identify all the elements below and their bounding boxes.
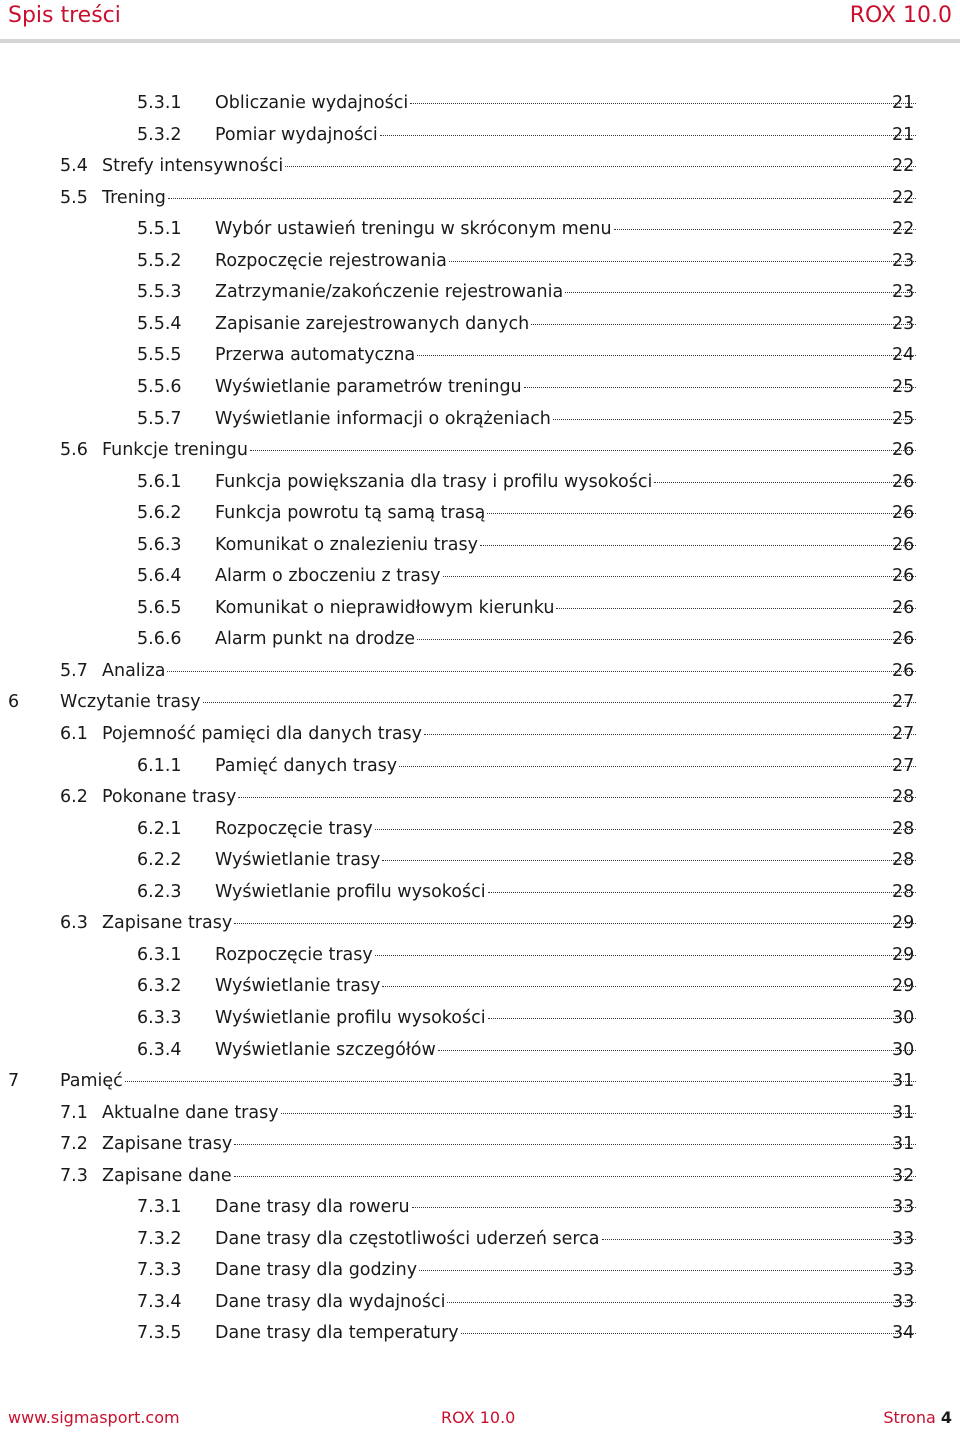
toc-dot-leader [234, 923, 916, 924]
toc-entry[interactable] [0, 624, 960, 655]
toc-dot-leader [488, 892, 916, 893]
toc-entry-number: 5.6.3 [137, 534, 182, 555]
toc-dot-leader [443, 576, 916, 577]
toc-entry-page: 28 [892, 787, 915, 808]
toc-entry-page: 31 [892, 1134, 915, 1155]
toc-entry-title: Pamięć [60, 1071, 123, 1092]
toc-entry-title: Alarm o zboczeniu z trasy [215, 566, 441, 587]
toc-dot-leader [380, 135, 916, 136]
toc-entry-page: 29 [892, 913, 915, 934]
toc-entry-page: 33 [892, 1197, 915, 1218]
toc-entry-page: 23 [892, 313, 915, 334]
toc-entry-number: 7.3.5 [137, 1323, 182, 1344]
toc-entry-page: 27 [892, 692, 915, 713]
footer-page-number [883, 1408, 952, 1427]
toc-entry-page: 25 [892, 376, 915, 397]
toc-entry[interactable] [0, 151, 960, 182]
toc-dot-leader [382, 860, 916, 861]
footer-product-name: ROX 10.0 [441, 1408, 516, 1427]
toc-entry-title: Analiza [102, 660, 166, 681]
toc-entry-title: Pojemność pamięci dla danych trasy [102, 724, 423, 744]
toc-entry-title: Rozpoczęcie trasy [215, 818, 373, 839]
toc-entry[interactable] [0, 246, 960, 277]
toc-entry-title: Trening [102, 187, 166, 208]
toc-entry-number: 7 [8, 1071, 20, 1092]
toc-entry-title: Funkcje treningu [102, 440, 248, 461]
toc-entry-page: 33 [892, 1260, 915, 1281]
toc-entry-number: 6.2.1 [137, 818, 182, 839]
toc-dot-leader [281, 1113, 916, 1114]
toc-entry-line [215, 624, 918, 655]
toc-dot-leader [553, 419, 916, 420]
toc-entry-number: 7.1 [60, 1102, 88, 1123]
toc-entry-line [215, 404, 918, 435]
toc-dot-leader [480, 545, 916, 546]
toc-entry-line [102, 908, 918, 939]
toc-entry-page: 28 [892, 850, 915, 871]
toc-entry-page: 34 [892, 1323, 915, 1344]
toc-entry-page: 26 [892, 440, 915, 461]
toc-entry-number: 7.3.1 [137, 1197, 182, 1218]
toc-entry-number: 6.3.2 [137, 976, 182, 997]
toc-entry-number: 6.1 [60, 724, 88, 744]
toc-entry-line [215, 877, 918, 908]
toc-entry-title: Pokonane trasy [102, 787, 237, 808]
toc-entry-page: 25 [892, 408, 915, 429]
toc-entry-number: 7.3 [60, 1165, 88, 1186]
toc-entry[interactable] [0, 214, 960, 245]
toc-entry-title: Komunikat o znalezieniu trasy [215, 534, 478, 555]
toc-entry-number: 5.5.4 [137, 313, 182, 334]
toc-dot-leader [167, 671, 916, 672]
toc-entry-title: Wyświetlanie profilu wysokości [215, 881, 486, 902]
toc-entry-title: Zapisane trasy [102, 1134, 233, 1155]
toc-entry-number: 6.1.1 [137, 755, 182, 776]
toc-entry-number: 7.2 [60, 1134, 88, 1155]
toc-entry-line [215, 340, 918, 371]
toc-entry-title: Dane trasy dla godziny [215, 1260, 418, 1281]
toc-entry-page: 26 [892, 534, 915, 555]
toc-entry-number: 5.3.2 [137, 124, 182, 145]
toc-entry-page: 28 [892, 881, 915, 902]
toc-entry-number: 5.7 [60, 660, 88, 681]
toc-dot-leader [565, 292, 916, 293]
toc-entry-number: 6 [8, 692, 20, 713]
toc-entry-page: 24 [892, 345, 915, 366]
toc-entry-page: 33 [892, 1228, 915, 1249]
toc-entry-line [102, 719, 918, 750]
toc-dot-leader [488, 1018, 916, 1019]
toc-entry-line [215, 940, 918, 971]
toc-entry-title: Wyświetlanie informacji o okrążeniach [215, 408, 551, 429]
toc-entry-page: 27 [892, 755, 915, 776]
toc-dot-leader [285, 166, 916, 167]
toc-entry[interactable] [0, 277, 960, 308]
toc-entry[interactable] [0, 1098, 960, 1129]
toc-entry-title: Obliczanie wydajności [215, 93, 409, 113]
header-divider [0, 39, 960, 43]
toc-dot-leader [250, 450, 916, 451]
toc-entry-line [215, 88, 918, 119]
toc-entry-title: Pomiar wydajności [215, 124, 378, 145]
toc-entry-page: 22 [892, 219, 915, 240]
toc-entry-title: Rozpoczęcie trasy [215, 944, 373, 965]
toc-dot-leader [417, 639, 916, 640]
toc-entry-line [215, 372, 918, 403]
toc-entry-line [215, 498, 918, 529]
toc-entry[interactable] [0, 593, 960, 624]
toc-dot-leader [524, 387, 916, 388]
toc-entry-title: Alarm punkt na drodze [215, 629, 415, 650]
toc-entry-number: 6.2.3 [137, 881, 182, 902]
toc-dot-leader [461, 1333, 916, 1334]
footer-page-label: Strona [883, 1408, 936, 1427]
toc-entry-number: 6.3.1 [137, 944, 182, 965]
toc-entry-line [215, 1035, 918, 1066]
toc-entry[interactable] [0, 404, 960, 435]
toc-entry-line [215, 277, 918, 308]
toc-entry-title: Strefy intensywności [102, 156, 284, 177]
toc-entry-line [215, 309, 918, 340]
toc-entry[interactable] [0, 1066, 960, 1097]
toc-entry-number: 5.6 [60, 440, 88, 461]
toc-dot-leader [614, 229, 916, 230]
toc-entry[interactable] [0, 814, 960, 845]
toc-entry-line [215, 467, 918, 498]
toc-entry-page: 22 [892, 156, 915, 177]
toc-dot-leader [375, 829, 916, 830]
toc-entry-number: 6.3.4 [137, 1039, 182, 1060]
toc-dot-leader [438, 1050, 916, 1051]
toc-dot-leader [412, 1207, 916, 1208]
toc-entry-title: Funkcja powrotu tą samą trasą [215, 503, 486, 524]
toc-dot-leader [602, 1239, 916, 1240]
toc-entry-page: 23 [892, 282, 915, 303]
toc-entry-page: 30 [892, 1007, 915, 1028]
toc-entry-line [215, 1255, 918, 1286]
toc-entry-number: 5.3.1 [137, 93, 182, 113]
toc-entry-title: Aktualne dane trasy [102, 1102, 279, 1123]
toc-entry-line [215, 120, 918, 151]
toc-entry-page: 22 [892, 187, 915, 208]
toc-entry[interactable] [0, 435, 960, 466]
toc-entry-number: 6.3 [60, 913, 88, 934]
toc-entry-page: 26 [892, 566, 915, 587]
toc-entry-number: 6.2.2 [137, 850, 182, 871]
toc-entry[interactable] [0, 183, 960, 214]
toc-entry-title: Dane trasy dla częstotliwości uderzeń serca [215, 1228, 600, 1249]
toc-entry-number: 5.6.4 [137, 566, 182, 587]
toc-entry[interactable] [0, 940, 960, 971]
toc-entry[interactable] [0, 88, 960, 119]
toc-entry-title: Zapisane dane [102, 1165, 232, 1186]
toc-dot-leader [447, 1302, 916, 1303]
toc-entry-line [60, 687, 918, 718]
toc-entry-title: Wyświetlanie trasy [215, 976, 381, 997]
toc-entry-page: 21 [892, 93, 915, 113]
toc-entry-title: Dane trasy dla temperatury [215, 1323, 459, 1344]
toc-entry[interactable] [0, 340, 960, 371]
toc-dot-leader [238, 797, 916, 798]
toc-entry-title: Zapisanie zarejestrowanych danych [215, 313, 530, 334]
toc-entry-title: Zapisane trasy [102, 913, 233, 934]
toc-entry-line [215, 1318, 918, 1349]
toc-entry-number: 5.4 [60, 156, 88, 177]
toc-entry-number: 5.6.6 [137, 629, 182, 650]
toc-entry-page: 26 [892, 660, 915, 681]
toc-entry[interactable] [0, 1224, 960, 1255]
toc-dot-leader [125, 1081, 916, 1082]
toc-entry-line [215, 530, 918, 561]
toc-entry-line [215, 1287, 918, 1318]
toc-dot-leader [487, 513, 916, 514]
toc-entry[interactable] [0, 1129, 960, 1160]
toc-entry-page: 26 [892, 597, 915, 618]
toc-entry-title: Dane trasy dla roweru [215, 1197, 410, 1218]
toc-entry-page: 31 [892, 1102, 915, 1123]
toc-entry[interactable] [0, 372, 960, 403]
toc-entry-number: 5.5.5 [137, 345, 182, 366]
toc-entry-line [215, 845, 918, 876]
toc-entry-line [102, 1098, 918, 1129]
toc-entry-title: Wybór ustawień treningu w skróconym menu [215, 219, 612, 240]
toc-entry-title: Zatrzymanie/zakończenie rejestrowania [215, 282, 564, 303]
toc-entry[interactable] [0, 1255, 960, 1286]
toc-dot-leader [375, 955, 916, 956]
toc-entry-number: 5.5.1 [137, 219, 182, 240]
toc-entry-number: 5.5.3 [137, 282, 182, 303]
toc-entry-number: 5.6.1 [137, 471, 182, 492]
toc-entry-page: 26 [892, 629, 915, 650]
toc-entry-line [215, 214, 918, 245]
toc-entry[interactable] [0, 561, 960, 592]
toc-entry-line [215, 1192, 918, 1223]
toc-entry[interactable] [0, 498, 960, 529]
toc-entry[interactable] [0, 877, 960, 908]
toc-dot-leader [382, 986, 916, 987]
toc-entry-line [215, 246, 918, 277]
toc-entry-number: 5.5 [60, 187, 88, 208]
toc-dot-leader [654, 482, 916, 483]
toc-entry[interactable] [0, 971, 960, 1002]
toc-entry-line [102, 151, 918, 182]
toc-entry-line [102, 183, 918, 214]
toc-entry-page: 26 [892, 503, 915, 524]
toc-dot-leader [424, 734, 916, 735]
toc-entry-page: 33 [892, 1291, 915, 1312]
toc-entry[interactable] [0, 782, 960, 813]
toc-entry[interactable] [0, 845, 960, 876]
toc-entry-line [215, 971, 918, 1002]
toc-entry[interactable] [0, 908, 960, 939]
toc-entry-title: Wyświetlanie szczegółów [215, 1039, 436, 1060]
toc-entry-line [102, 1161, 918, 1192]
toc-entry-title: Wczytanie trasy [60, 692, 201, 713]
toc-entry-number: 5.5.2 [137, 250, 182, 271]
toc-entry-line [102, 782, 918, 813]
toc-entry[interactable] [0, 467, 960, 498]
toc-dot-leader [410, 103, 916, 104]
toc-entry[interactable] [0, 1161, 960, 1192]
toc-entry-number: 5.5.6 [137, 376, 182, 397]
toc-entry[interactable] [0, 309, 960, 340]
toc-entry-title: Komunikat o nieprawidłowym kierunku [215, 597, 555, 618]
toc-entry[interactable] [0, 719, 960, 750]
page-footer [0, 1405, 960, 1433]
header-product-name: ROX 10.0 [849, 3, 952, 28]
toc-entry-title: Przerwa automatyczna [215, 345, 416, 366]
toc-entry-line [60, 1066, 918, 1097]
toc-entry-page: 31 [892, 1071, 915, 1092]
toc-dot-leader [449, 261, 916, 262]
toc-entry-line [102, 656, 918, 687]
toc-dot-leader [234, 1144, 916, 1145]
toc-entry-line [215, 1224, 918, 1255]
toc-entry-number: 7.3.4 [137, 1291, 182, 1312]
toc-dot-leader [556, 608, 916, 609]
toc-entry[interactable] [0, 656, 960, 687]
toc-entry-number: 5.6.5 [137, 597, 182, 618]
toc-dot-leader [419, 1270, 916, 1271]
toc-entry-line [215, 1003, 918, 1034]
toc-entry[interactable] [0, 1287, 960, 1318]
toc-entry-page: 21 [892, 124, 915, 145]
toc-dot-leader [168, 198, 916, 199]
toc-entry-line [215, 814, 918, 845]
toc-entry-page: 26 [892, 471, 915, 492]
toc-dot-leader [234, 1176, 916, 1177]
toc-entry[interactable] [0, 1192, 960, 1223]
toc-entry-title: Wyświetlanie profilu wysokości [215, 1007, 486, 1028]
toc-entry-line [102, 1129, 918, 1160]
toc-entry-number: 6.3.3 [137, 1007, 182, 1028]
toc-entry[interactable] [0, 1003, 960, 1034]
toc-entry-page: 30 [892, 1039, 915, 1060]
footer-website-link[interactable]: www.sigmasport.com [8, 1408, 180, 1427]
toc-dot-leader [399, 766, 916, 767]
footer-page-value: 4 [940, 1408, 952, 1427]
toc-entry-page: 32 [892, 1165, 915, 1186]
toc-dot-leader [203, 702, 916, 703]
toc-entry-page: 27 [892, 724, 915, 744]
toc-entry-title: Wyświetlanie trasy [215, 850, 381, 871]
toc-entry-title: Pamięć danych trasy [215, 755, 398, 776]
toc-entry[interactable] [0, 687, 960, 718]
page-title: Spis treści [8, 3, 121, 28]
toc-entry-title: Wyświetlanie parametrów treningu [215, 376, 522, 397]
toc-entry-title: Funkcja powiększania dla trasy i profilu wysokości [215, 471, 653, 492]
toc-entry-page: 29 [892, 976, 915, 997]
toc-dot-leader [531, 324, 916, 325]
toc-entry-number: 7.3.3 [137, 1260, 182, 1281]
toc-entry-number: 7.3.2 [137, 1228, 182, 1249]
toc-entry-number: 6.2 [60, 787, 88, 808]
toc-entry[interactable] [0, 120, 960, 151]
toc-entry[interactable] [0, 530, 960, 561]
toc-entry-title: Dane trasy dla wydajności [215, 1291, 446, 1312]
toc-entry-line [215, 751, 918, 782]
toc-entry-line [102, 435, 918, 466]
toc-entry[interactable] [0, 1035, 960, 1066]
toc-entry-number: 5.5.7 [137, 408, 182, 429]
toc-entry-line [215, 593, 918, 624]
toc-entry-page: 29 [892, 944, 915, 965]
toc-dot-leader [417, 355, 916, 356]
toc-entry-page: 23 [892, 250, 915, 271]
toc-entry[interactable] [0, 751, 960, 782]
toc-entry-number: 5.6.2 [137, 503, 182, 524]
toc-entry-line [215, 561, 918, 592]
toc-entry[interactable] [0, 1318, 960, 1349]
toc-entry-page: 28 [892, 818, 915, 839]
page-header [0, 0, 960, 42]
toc-entry-title: Rozpoczęcie rejestrowania [215, 250, 447, 271]
